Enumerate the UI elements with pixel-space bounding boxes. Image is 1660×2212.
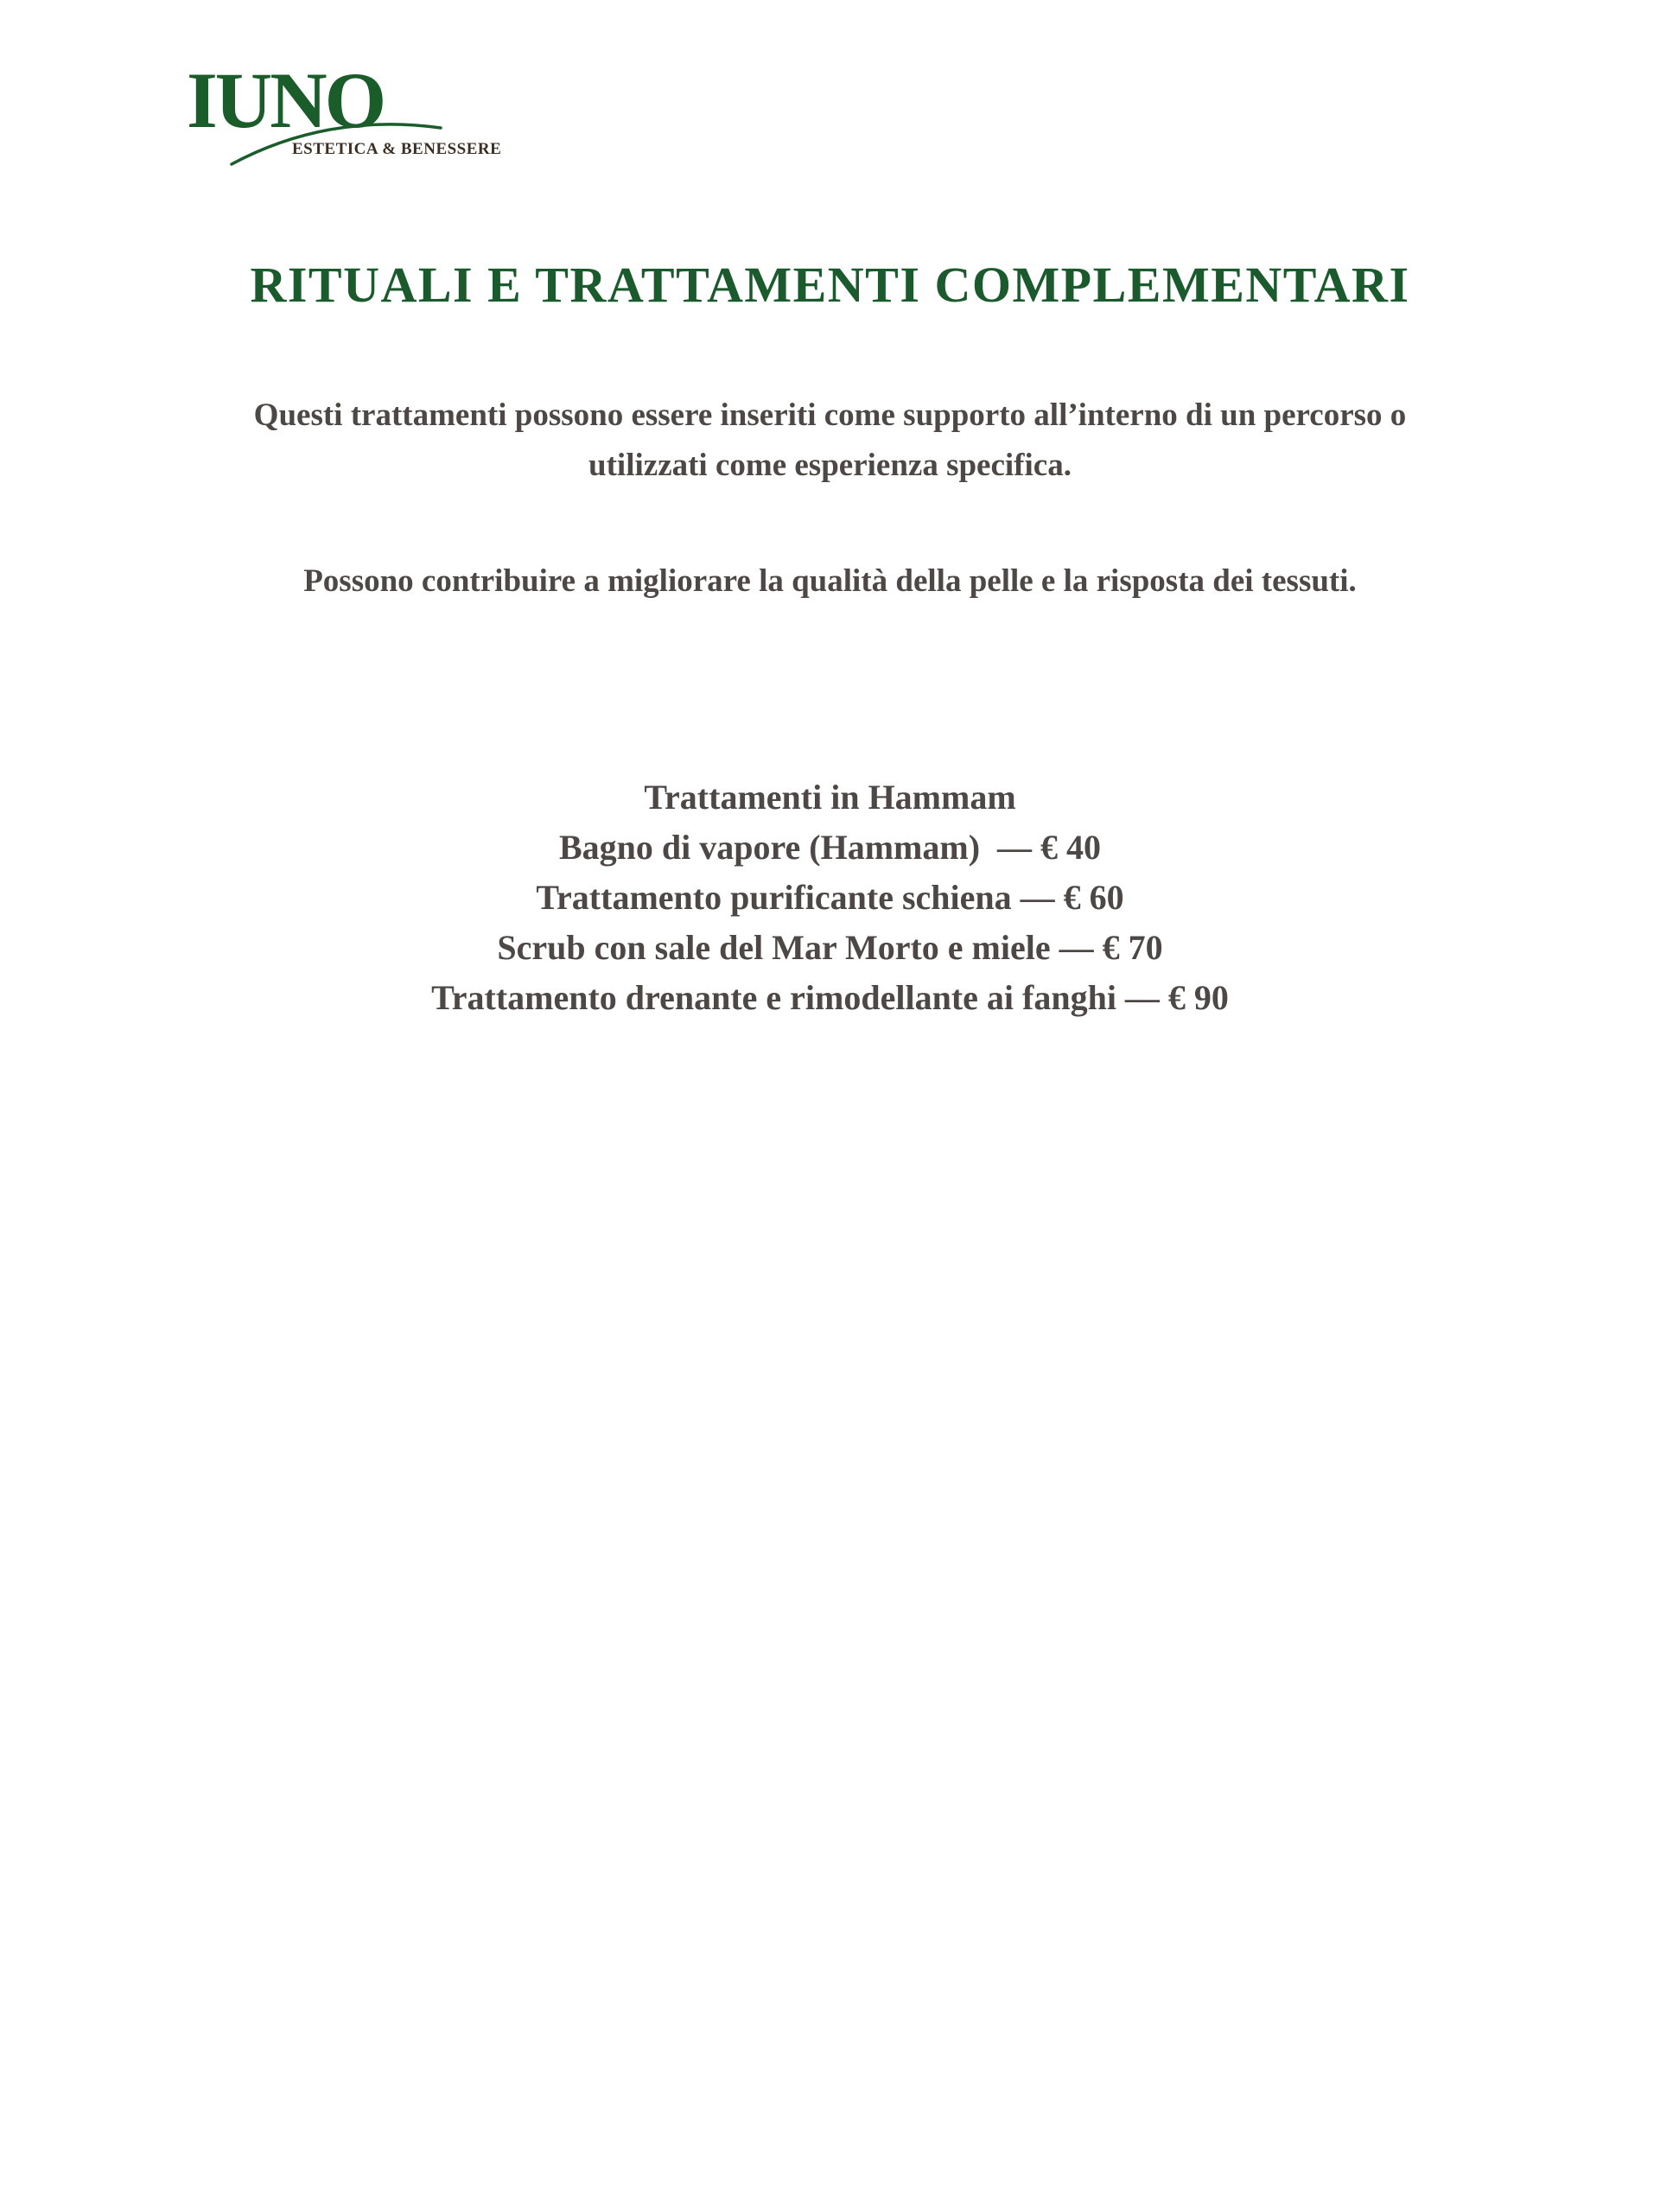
- benefit-note: Possono contribuire a migliorare la qualità della pelle e la risposta dei tessuti.: [303, 563, 1357, 599]
- logo-wordmark: IUNO: [187, 56, 385, 144]
- hammam-section: [0, 772, 1660, 1023]
- intro-line-2: utilizzati come esperienza specifica.: [588, 448, 1072, 483]
- treatment-list: [0, 823, 1660, 1023]
- treatment-item: Bagno di vapore (Hammam) — € 40: [558, 828, 1102, 867]
- logo-tagline: ESTETICA & BENESSERE: [292, 140, 502, 158]
- treatment-item: Scrub con sale del Mar Morto e miele — € 70: [497, 928, 1163, 967]
- treatment-item: Trattamento drenante e rimodellante ai fanghi — € 90: [431, 978, 1229, 1017]
- section-heading: Trattamenti in Hammam: [644, 778, 1016, 817]
- page-title: RITUALI E TRATTAMENTI COMPLEMENTARI: [250, 257, 1410, 313]
- intro-paragraph: [138, 391, 1522, 491]
- treatment-item: Trattamento purificante schiena — € 60: [536, 878, 1124, 917]
- brand-logo: [181, 52, 544, 173]
- intro-line-1: Questi trattamenti possono essere inseriti come supporto all’interno di un percorso o: [253, 397, 1407, 433]
